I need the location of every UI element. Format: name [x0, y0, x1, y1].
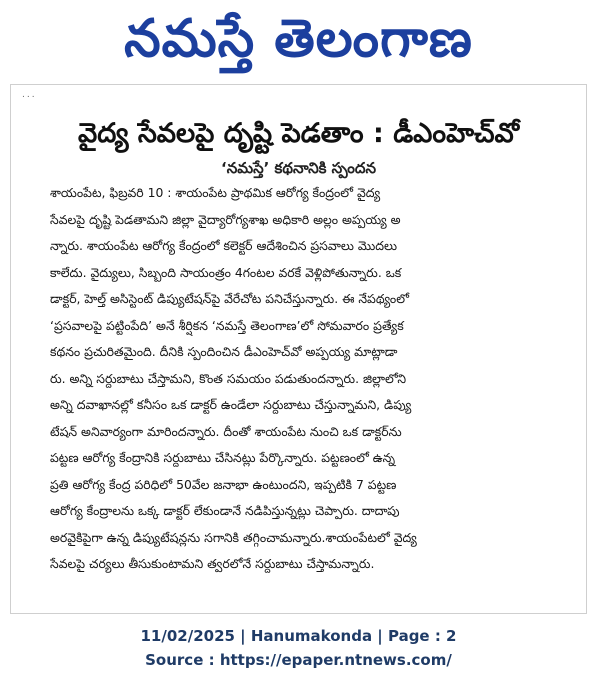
article-line: పట్టణ ఆరోగ్య కేంద్రానికి సర్దుబాటు చేసినట్లు పేర్కొన్నారు. పట్టణంలో ఉన్న	[50, 450, 396, 465]
article-subheadline: ‘నమస్తే’ కథనానికి స్పందన	[221, 159, 376, 177]
footer-date-edition-page: 11/02/2025 | Hanumakonda | Page : 2	[140, 627, 457, 645]
article-line: ప్రతి ఆరోగ్య కేంద్ర పరిధిలో 50వేల జనాభా ఉంటుందని, ఇప్పటికి 7 పట్టణ	[50, 476, 397, 492]
article-line: సేవలపై దృష్టి పెడతామని జిల్లా వైద్యారోగ్యశాఖ అధికారి అల్లం అప్పయ్య అ	[50, 211, 401, 227]
article-headline: వైద్య సేవలపై దృష్టి పెడతాం : డీఎంహెచ్‌వో	[78, 118, 519, 149]
article-line: టేషన్ అనివార్యంగా మారిందన్నారు. దీంతో శాయంపేట నుంచి ఒక డాక్టర్‌ను	[50, 423, 402, 439]
article-line: రు. అన్ని సర్దుబాటు చేస్తామని, కొంత సమయం పడుతుందన్నారు. జిల్లాలోని	[50, 370, 407, 386]
article-line: అరవైకిపైగా ఉన్న డిప్యుటేషన్లను సగానికి తగ్గించామన్నారు.శాయంపేటలో వైద్య	[50, 529, 417, 545]
article-line: ఆరోగ్య కేంద్రాలను ఒక్క డాక్టర్ లేకుండానే నడిపిస్తున్నట్లు చెప్పారు. దాదాపు	[50, 503, 400, 518]
masthead-logo-text: నమస్తే తెలంగాణ	[124, 9, 473, 69]
article-line: అన్ని దవాఖానల్లో కనీసం ఒక డాక్టర్ ఉండేలా సర్దుబాటు చేస్తున్నామని, డిప్యు	[50, 397, 412, 412]
footer-source: Source : https://epaper.ntnews.com/	[145, 651, 452, 669]
article-body	[50, 180, 560, 610]
article-line: కథనం ప్రచురితమైంది. దీనికి స్పందించిన డీఎంహెచ్‌వో అప్పయ్య మాట్లాడా	[50, 344, 398, 359]
article-line: డాక్టర్, హెల్త్ అసిస్టెంట్ డిప్యుటేషన్‌పై వేరేచోట పనిచేస్తున్నారు. ఈ నేపథ్యంలో	[50, 291, 409, 306]
cropped-text-fragment: ...	[22, 90, 37, 100]
article-line: కాలేదు. వైద్యులు, సిబ్బంది సాయంత్రం 4గంటల వరకే వెళ్లిపోతున్నారు. ఒక	[50, 264, 402, 280]
article-line: ‘ప్రసవాలపై పట్టింపేది’ అనే శీర్షికన ‘నమస్తే తెలంగాణ’లో సోమవారం ప్రత్యేక	[50, 317, 404, 333]
clipping-footer	[0, 624, 597, 672]
article-line: సేవలపై చర్యలు తీసుకుంటామని త్వరలోనే సర్దుబాటు చేస్తామన్నారు.	[50, 556, 375, 571]
article-line: శాయంపేట, ఫిబ్రవరి 10 : శాయంపేట ప్రాథమిక ఆరోగ్య కేంద్రంలో వైద్య	[50, 185, 381, 200]
newspaper-masthead	[0, 4, 597, 76]
article-line: న్నారు. శాయంపేట ఆరోగ్య కేంద్రంలో కలెక్టర్ ఆదేశించిన ప్రసవాలు మొదలు	[50, 238, 398, 253]
